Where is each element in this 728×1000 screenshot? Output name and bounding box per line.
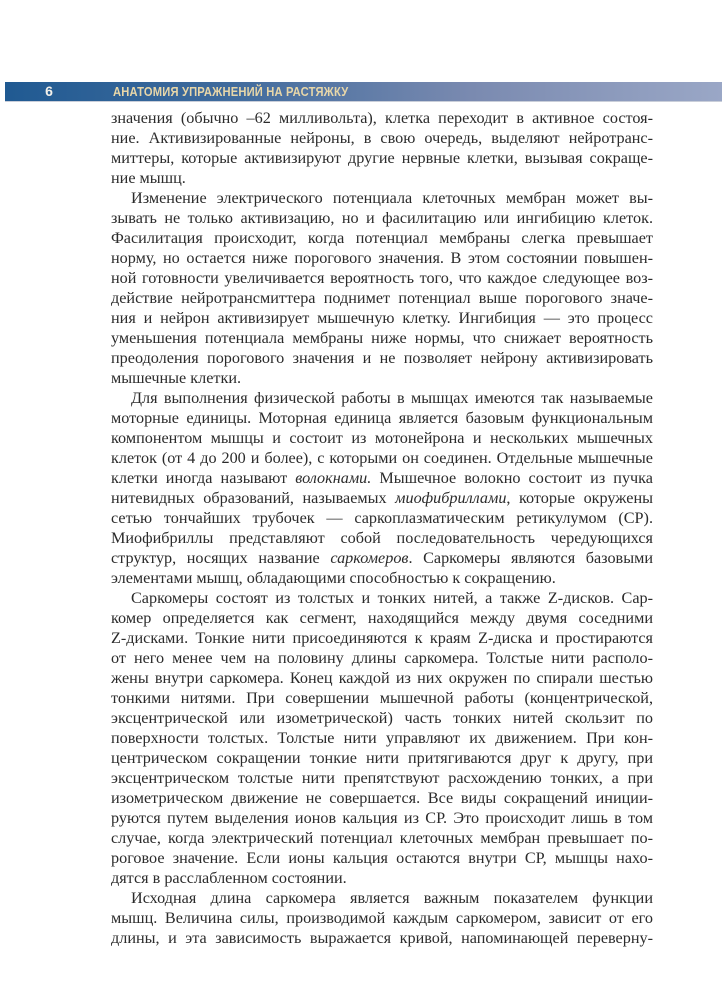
text-line: ние мышц.: [111, 169, 186, 187]
text-line: сетью тончайших трубочек — саркоплазматическим ретикулумом (СР).: [111, 509, 653, 527]
text-line: уменьшения потенциала мембраны ниже нормы, что снижает вероятность: [111, 329, 653, 347]
text-line: Для выполнения физической работы в мышцах имеются так называемые: [131, 389, 653, 407]
text-run: структур, носящих название: [111, 549, 331, 567]
text-line: ной готовности увеличивается вероятность того, что каждое следующее воз-: [111, 269, 653, 287]
text-line: Исходная длина саркомера является важным показателем функции: [131, 889, 653, 907]
text-line: жены внутри саркомера. Конец каждой из них окружен по спирали шестью: [111, 669, 653, 687]
text-line: поверхности толстых. Толстые нити управляют их движением. При кон-: [111, 729, 653, 747]
text-line: компонентом мышцы и состоит из мотонейрона и нескольких мышечных: [111, 429, 653, 447]
text-run: нитевидных образований, называемых: [111, 489, 396, 507]
text-line: элементами мышц, обладающими способностью к сокращению.: [111, 569, 556, 587]
text-line: от него менее чем на половину длины саркомера. Толстые нити располо-: [111, 649, 653, 667]
text-run: Мышечное волокно состоит из пучка: [371, 469, 653, 487]
text-run: . Саркомеры являются базовыми: [408, 549, 653, 567]
text-line: эксцентрической или изометрической) часть тонких нитей скользит по: [111, 709, 653, 727]
text-line: центрическом сокращении тонкие нити притягиваются друг к другу, при: [111, 749, 653, 767]
text-line: Фасилитация происходит, когда потенциал мембраны слегка превышает: [111, 229, 653, 247]
text-line: Саркомеры состоят из толстых и тонких нитей, а также Z-дисков. Сар-: [131, 589, 653, 607]
text-line: тонкими нитями. При совершении мышечной работы (концентрической,: [111, 689, 653, 707]
text-line: ние. Активизированные нейроны, в свою очередь, выделяют нейротранс-: [111, 129, 653, 147]
text-line: Изменение электрического потенциала клеточных мембран может вы-: [131, 189, 653, 207]
text-line: ния и нейрон активизирует мышечную клетку. Ингибиция — это процесс: [111, 309, 653, 327]
text-line: Z-дисками. Тонкие нити присоединяются к краям Z-диска и простираются: [111, 629, 653, 647]
text-line: норму, но остается ниже порогового значения. В этом состоянии повышен-: [111, 249, 653, 267]
paragraph: [111, 108, 653, 188]
page-number: 6: [45, 83, 53, 99]
text-line: Миофибриллы представляют собой последовательность чередующихся: [111, 529, 653, 547]
paragraph: [111, 388, 653, 588]
text-line: значения (обычно –62 милливольта), клетка переходит в активное состоя-: [111, 109, 653, 127]
text-run: , которые окружены: [506, 489, 653, 507]
text-line: изометрическом движение не совершается. Все виды сокращений иниции-: [111, 789, 653, 807]
italic-term: саркомеров: [330, 549, 409, 567]
text-line: руются путем выделения ионов кальция из СР. Это происходит лишь в том: [111, 809, 653, 827]
text-line: длины, и эта зависимость выражается кривой, напоминающей переверну-: [111, 929, 653, 947]
text-line: преодоления порогового значения и не позволяет нейрону активизировать: [111, 349, 653, 367]
running-header: [5, 82, 722, 102]
paragraph: [111, 888, 653, 948]
text-line: зывать не только активизацию, но и фасилитацию или ингибицию клеток.: [111, 209, 653, 227]
text-line: моторные единицы. Моторная единица является базовым функциональным: [111, 409, 653, 427]
text-run: клетки иногда называют: [111, 469, 296, 487]
text-line: [111, 468, 653, 488]
text-line: комер определяется как сегмент, находящийся между двумя соседними: [111, 609, 653, 627]
text-line: [111, 488, 653, 508]
text-line: мышечные клетки.: [111, 369, 242, 387]
paragraph: [111, 588, 653, 888]
text-line: [111, 548, 653, 568]
text-line: клеток (от 4 до 200 и более), с которыми он соединен. Отдельные мышечные: [111, 449, 653, 467]
text-line: миттеры, которые активизируют другие нервные клетки, вызывая сокраще-: [111, 149, 653, 167]
text-line: случае, когда электрический потенциал клеточных мембран превышает по-: [111, 829, 653, 847]
text-line: роговое значение. Если ионы кальция остаются внутри СР, мышцы нахо-: [111, 849, 653, 867]
running-title: АНАТОМИЯ УПРАЖНЕНИЙ НА РАСТЯЖКУ: [113, 84, 349, 99]
paragraph: [111, 188, 653, 388]
text-line: мышц. Величина силы, производимой каждым саркомером, зависит от его: [111, 909, 653, 927]
body-text: [111, 108, 653, 948]
text-line: дятся в расслабленном состоянии.: [111, 869, 347, 887]
italic-term: волокнами.: [295, 469, 372, 487]
text-line: эксцентрическом толстые нити препятствуют расхождению тонких, а при: [111, 769, 653, 787]
italic-term: миофибриллами: [395, 489, 507, 507]
text-line: действие нейротрансмиттера поднимет потенциал выше порогового значе-: [111, 289, 653, 307]
